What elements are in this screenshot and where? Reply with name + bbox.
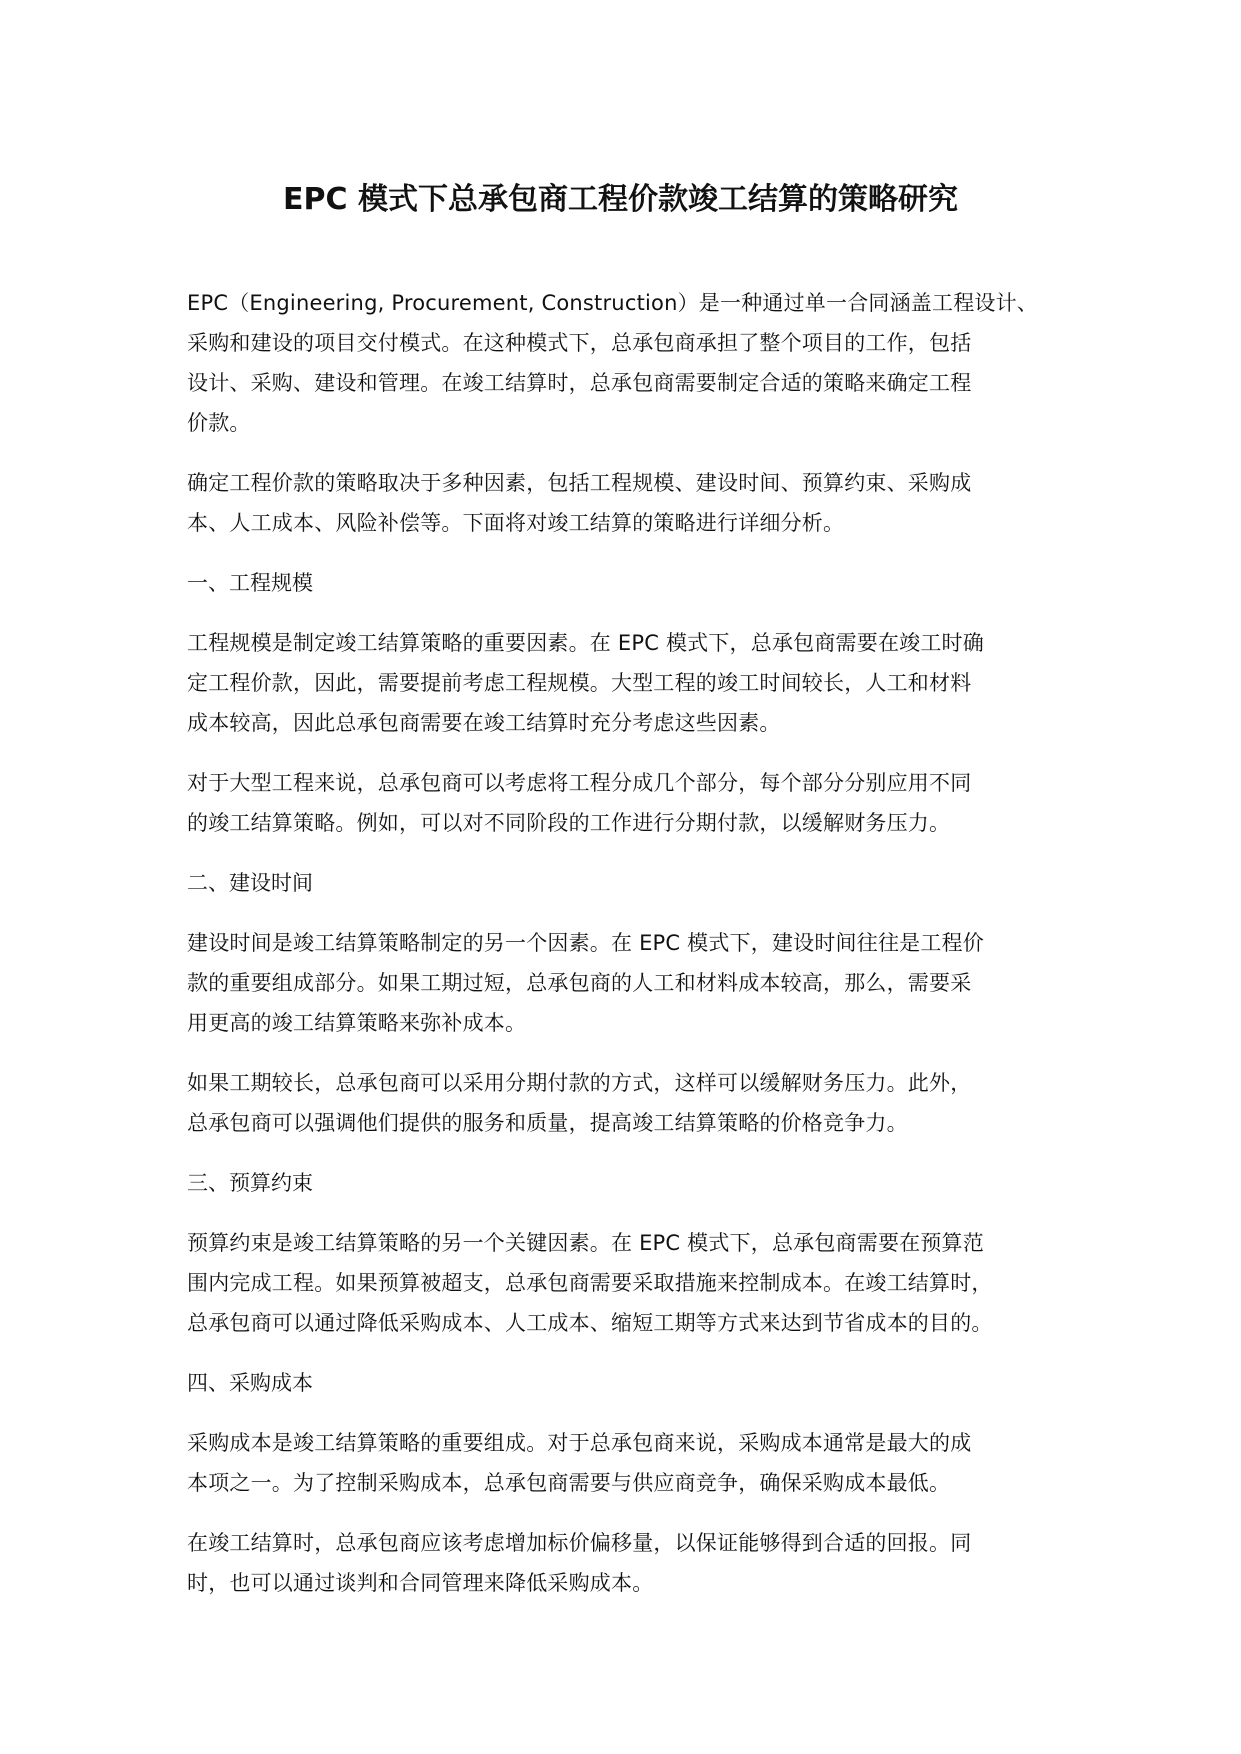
paragraph-procurement-cost-1: 采购成本是竣工结算策略的重要组成。对于总承包商来说，采购成本通常是最大的成 本项之一。为了控制采购成本，总承包商需要与供应商竞争，确保采购成本最低。 (187, 1431, 972, 1495)
paragraph-construction-time-1: 建设时间是竣工结算策略制定的另一个因素。在 EPC 模式下，建设时间往往是工程价 款的重要组成部分。如果工期过短，总承包商的人工和材料成本较高，那么，需要采 用更高的竣工结算策略来弥补成本。 (187, 931, 984, 1035)
paragraph-budget-constraint: 预算约束是竣工结算策略的另一个关键因素。在 EPC 模式下，总承包商需要在预算范 围内完成工程。如果预算被超支，总承包商需要采取措施来控制成本。在竣工结算时， 总承包商可以通过降低采购成本、人工成本、缩短工期等方式来达到节省成本的目的。 (187, 1231, 993, 1335)
paragraph-intro: EPC（Engineering, Procurement, Construction）是一种通过单一合同涵盖工程设计、 采购和建设的项目交付模式。在这种模式下，总承包商承担了整个项目的工作，包括 设计、采购、建设和管理。在竣工结算时，总承包商需要制定合适的策略来确定工程 价款。 (187, 291, 1038, 435)
paragraph-factors: 确定工程价款的策略取决于多种因素，包括工程规模、建设时间、预算约束、采购成 本、人工成本、风险补偿等。下面将对竣工结算的策略进行详细分析。 (187, 471, 972, 535)
section-heading-budget-constraint: 三、预算约束 (187, 1171, 313, 1195)
paragraph-procurement-cost-2: 在竣工结算时，总承包商应该考虑增加标价偏移量，以保证能够得到合适的回报。同 时，也可以通过谈判和合同管理来降低采购成本。 (187, 1531, 972, 1595)
document-title: EPC 模式下总承包商工程价款竣工结算的策略研究 (283, 182, 958, 217)
document-body (187, 283, 1067, 1623)
paragraph-project-scale-2: 对于大型工程来说，总承包商可以考虑将工程分成几个部分，每个部分分别应用不同 的竣工结算策略。例如，可以对不同阶段的工作进行分期付款，以缓解财务压力。 (187, 771, 972, 835)
section-heading-procurement-cost: 四、采购成本 (187, 1371, 313, 1395)
section-heading-construction-time: 二、建设时间 (187, 871, 313, 895)
section-heading-project-scale: 一、工程规模 (187, 571, 313, 595)
paragraph-project-scale-1: 工程规模是制定竣工结算策略的重要因素。在 EPC 模式下，总承包商需要在竣工时确 定工程价款，因此，需要提前考虑工程规模。大型工程的竣工时间较长，人工和材料 成本较高，因此总承包商需要在竣工结算时充分考虑这些因素。 (187, 631, 984, 735)
paragraph-construction-time-2: 如果工期较长，总承包商可以采用分期付款的方式，这样可以缓解财务压力。此外， 总承包商可以强调他们提供的服务和质量，提高竣工结算策略的价格竞争力。 (187, 1071, 972, 1135)
